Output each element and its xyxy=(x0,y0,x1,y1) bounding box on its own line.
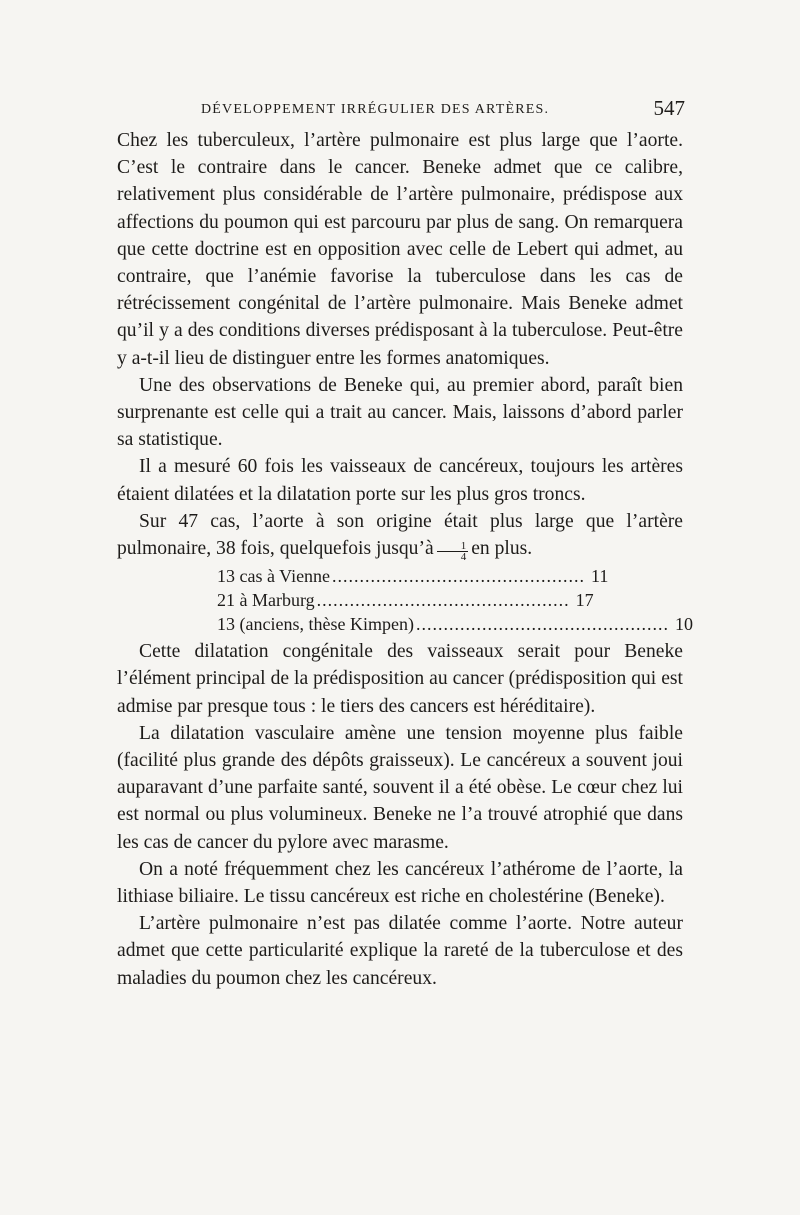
fraction-numerator: 1 xyxy=(437,541,469,552)
paragraph-atherome: On a noté fréquemment chez les cancéreux l’athérome de l’aorte, la lithiase biliaire. Le tissu cancéreux est riche en cholestérine (Beneke). xyxy=(117,858,683,908)
leader-dots: .............................................. xyxy=(316,590,570,611)
stat-row xyxy=(217,612,693,636)
paragraph-artere-pulmonaire: L’artère pulmonaire n’est pas dilatée comme l’aorte. Notre auteur admet que cette particularité explique la rareté de la tuberculose et des maladies du poumon chez les cancéreux. xyxy=(117,913,683,989)
leader-dots: .............................................. xyxy=(415,614,669,635)
stat-row xyxy=(217,564,609,588)
leader-dots: .............................................. xyxy=(332,566,586,587)
stat-value: 17 xyxy=(575,590,594,611)
fraction-denominator: 4 xyxy=(460,551,467,564)
stat-label: 13 cas à Vienne xyxy=(217,566,331,587)
aorte-cas-text: Sur 47 cas, l’aorte à son origine était plus large que l’artère pulmonaire, 38 fois, quelquefois jusqu’à xyxy=(117,510,683,560)
paragraph-dilatation-congenitale: Cette dilatation congénitale des vaisseaux serait pour Beneke l’élément principal de la prédisposition au cancer (prédisposition qui est admise par presque tous : le tiers des cancers est héréditaire). xyxy=(117,641,683,717)
stat-label: 13 (anciens, thèse Kimpen) xyxy=(217,614,414,635)
aorte-cas-text-end: en plus. xyxy=(471,538,533,560)
fraction-one-quarter xyxy=(437,541,469,562)
paragraph-observations: Une des observations de Beneke qui, au premier abord, paraît bien surprenante est celle qui a trait au cancer. Mais, laissons d’abord parler sa statistique. xyxy=(117,374,683,451)
page-header xyxy=(117,96,685,126)
stat-value: 10 xyxy=(674,614,693,635)
paragraph-mesure: Il a mesuré 60 fois les vaisseaux de cancéreux, toujours les artères étaient dilatées et la dilatation porte sur les plus gros troncs. xyxy=(117,456,683,505)
paragraph-dilatation-vasculaire: La dilatation vasculaire amène une tension moyenne plus faible (facilité plus grande des dépôts graisseux). Le cancéreux a souvent joui auparavant d’une parfaite santé, souvent il a été obèse. Le cœur chez lui est normal ou plus volumineux. Beneke ne l’a trouvé atrophié que dans les cas de cancer du pylore avec marasme. xyxy=(117,722,683,853)
page-body xyxy=(117,127,693,992)
paragraph-aorte-cas xyxy=(117,508,683,562)
running-title: DÉVELOPPEMENT IRRÉGULIER DES ARTÈRES. xyxy=(201,102,550,117)
page-number: 547 xyxy=(653,96,685,120)
stat-value: 11 xyxy=(591,566,609,587)
statistics-table xyxy=(217,564,693,636)
stat-row xyxy=(217,588,594,612)
stat-label: 21 à Marburg xyxy=(217,590,315,611)
paragraph-tuberculeux: Chez les tuberculeux, l’artère pulmonaire est plus large que l’aorte. C’est le contraire dans le cancer. Beneke admet que ce calibre, relativement plus considérable de l’artère pulmonaire, prédispose aux affections du poumon qui est parcouru par plus de sang. On remarquera que cette doctrine est en opposition avec celle de Lebert qui admet, au contraire, que l’anémie favorise la tuberculose dans les cas de rétrécissement congénital de l’artère pulmonaire. Mais Beneke admet qu’il y a des conditions diverses prédisposant à la tuberculose. Peut-être y a-t-il lieu de distinguer entre les formes anatomiques. xyxy=(117,130,683,369)
